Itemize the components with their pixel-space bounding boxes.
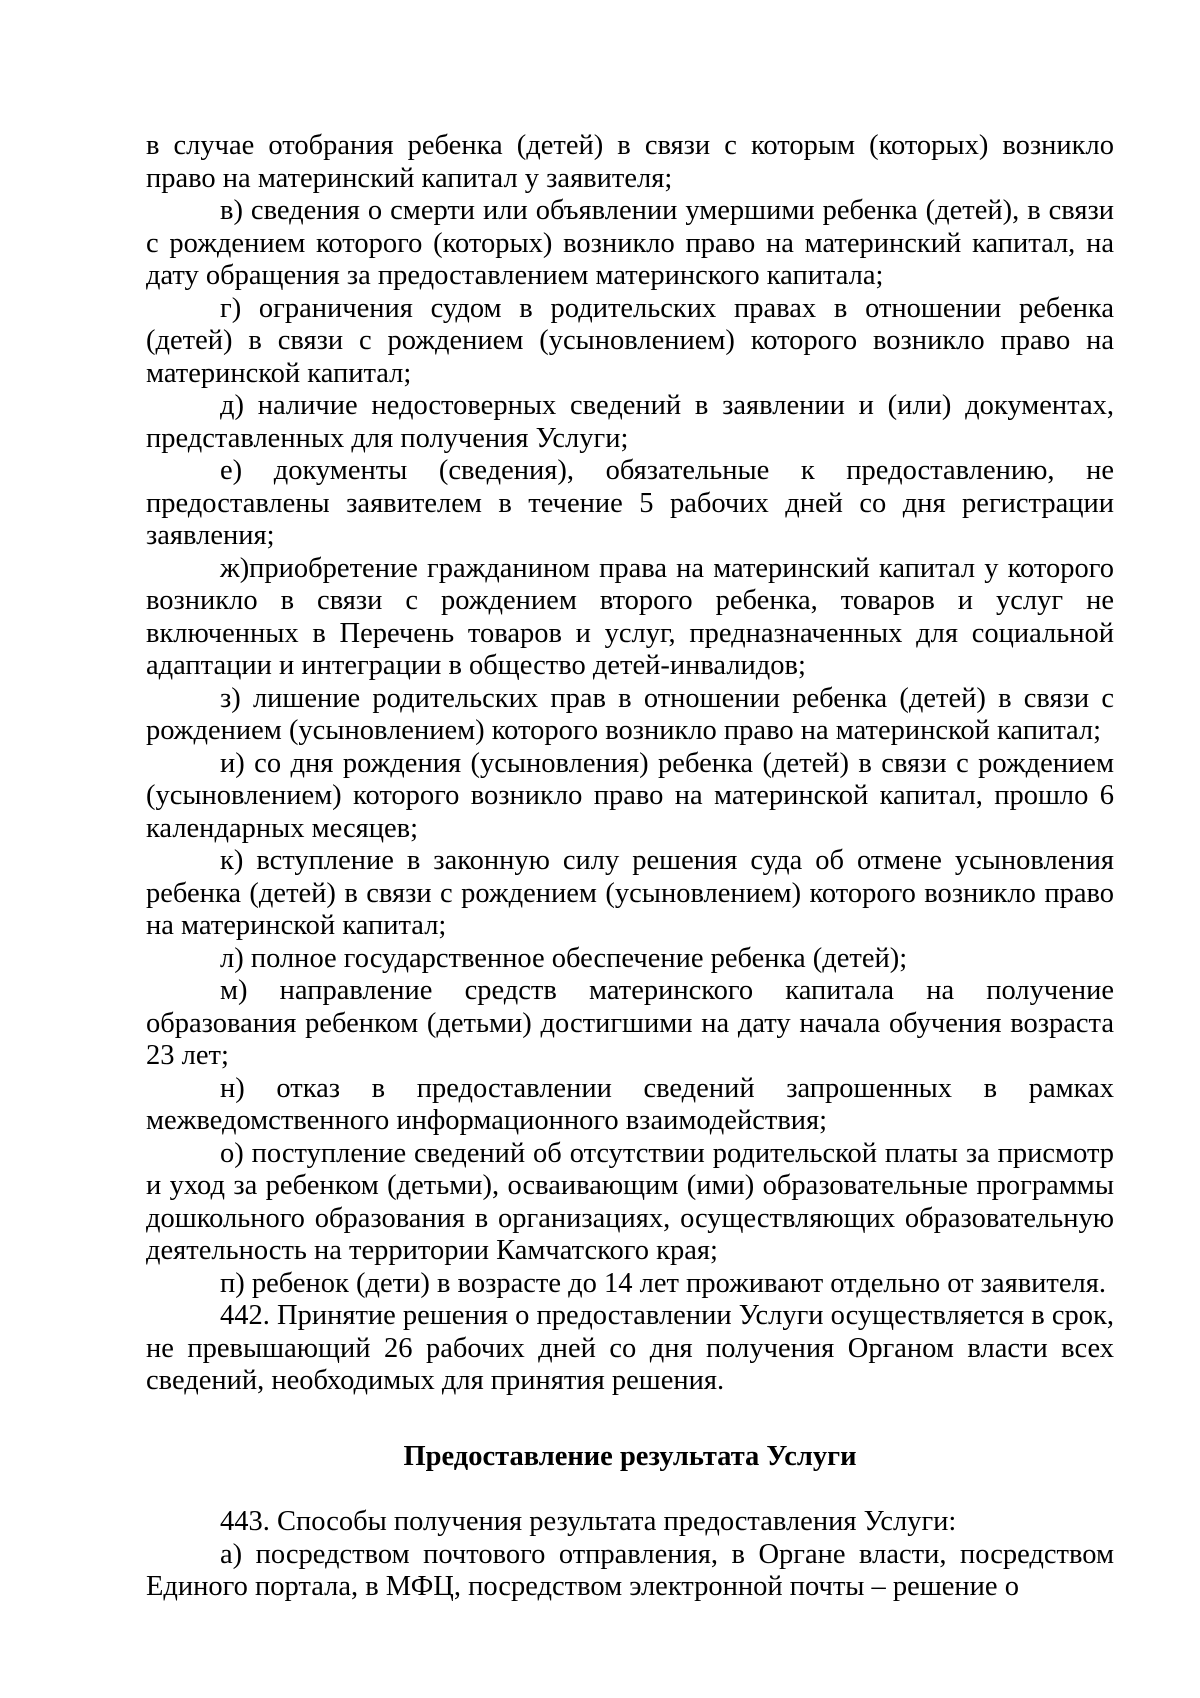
paragraph: о) поступление сведений об отсутствии родительской платы за присмотр и уход за ребенком (детьми), осваивающим (ими) образовательные программы дошкольного образования в организациях, осуществляющих образовательную деятельность на территории Камчатского края; bbox=[146, 1137, 1114, 1266]
paragraph: и) со дня рождения (усыновления) ребенка (детей) в связи с рождением (усыновлением) которого возникло право на материнской капитал, прошло 6 календарных месяцев; bbox=[146, 747, 1114, 844]
paragraph: з) лишение родительских прав в отношении ребенка (детей) в связи с рождением (усыновлением) которого возникло право на материнской капитал; bbox=[146, 682, 1114, 746]
paragraph: в) сведения о смерти или объявлении умершими ребенка (детей), в связи с рождением которого (которых) возникло право на материнский капитал, на дату обращения за предоставлением материнского капитала; bbox=[146, 195, 1114, 291]
paragraph: г) ограничения судом в родительских правах в отношении ребенка (детей) в связи с рождением (усыновлением) которого возникло право на материнской капитал; bbox=[146, 292, 1114, 389]
section-heading: Предоставление результата Услуги bbox=[403, 1440, 857, 1472]
paragraph: 442. Принятие решения о предоставлении Услуги осуществляется в срок, не превышающий 26 рабочих дней со дня получения Органом власти всех сведений, необходимых для принятия решения. bbox=[146, 1300, 1114, 1396]
paragraph: 443. Способы получения результата предоставления Услуги: bbox=[220, 1506, 957, 1537]
paragraphs-after bbox=[146, 1506, 1114, 1604]
paragraph: н) отказ в предоставлении сведений запрошенных в рамках межведомственного информационного взаимодействия; bbox=[146, 1072, 1114, 1136]
paragraph: д) наличие недостоверных сведений в заявлении и (или) документах, представленных для получения Услуги; bbox=[146, 390, 1114, 454]
paragraph: л) полное государственное обеспечение ребенка (детей); bbox=[220, 942, 908, 974]
paragraph: п) ребенок (дети) в возрасте до 14 лет проживают отдельно от заявителя. bbox=[220, 1267, 1106, 1299]
paragraph: м) направление средств материнского капитала на получение образования ребенком (детьми) достигшими на дату начала обучения возраста 23 лет; bbox=[146, 975, 1114, 1071]
paragraphs-before bbox=[146, 130, 1114, 1398]
paragraph: а) посредством почтового отправления, в Органе власти, посредством Единого портала, в МФЦ, посредством электронной почты – решение о bbox=[146, 1538, 1114, 1602]
paragraph: ж)приобретение гражданином права на материнский капитал у которого возникло в связи с рождением второго ребенка, товаров и услуг не включенных в Перечень товаров и услуг, предназначенных для социальной адаптации и интеграции в общество детей-инвалидов; bbox=[146, 552, 1114, 681]
paragraph: е) документы (сведения), обязательные к предоставлению, не предоставлены заявителем в течение 5 рабочих дней со дня регистрации заявления; bbox=[146, 455, 1114, 551]
document-page bbox=[146, 130, 1114, 1604]
paragraph: к) вступление в законную силу решения суда об отмене усыновления ребенка (детей) в связи с рождением (усыновлением) которого возникло право на материнской капитал; bbox=[146, 845, 1114, 941]
paragraph: в случае отобрания ребенка (детей) в связи с которым (которых) возникло право на материнский капитал у заявителя; bbox=[146, 130, 1114, 194]
